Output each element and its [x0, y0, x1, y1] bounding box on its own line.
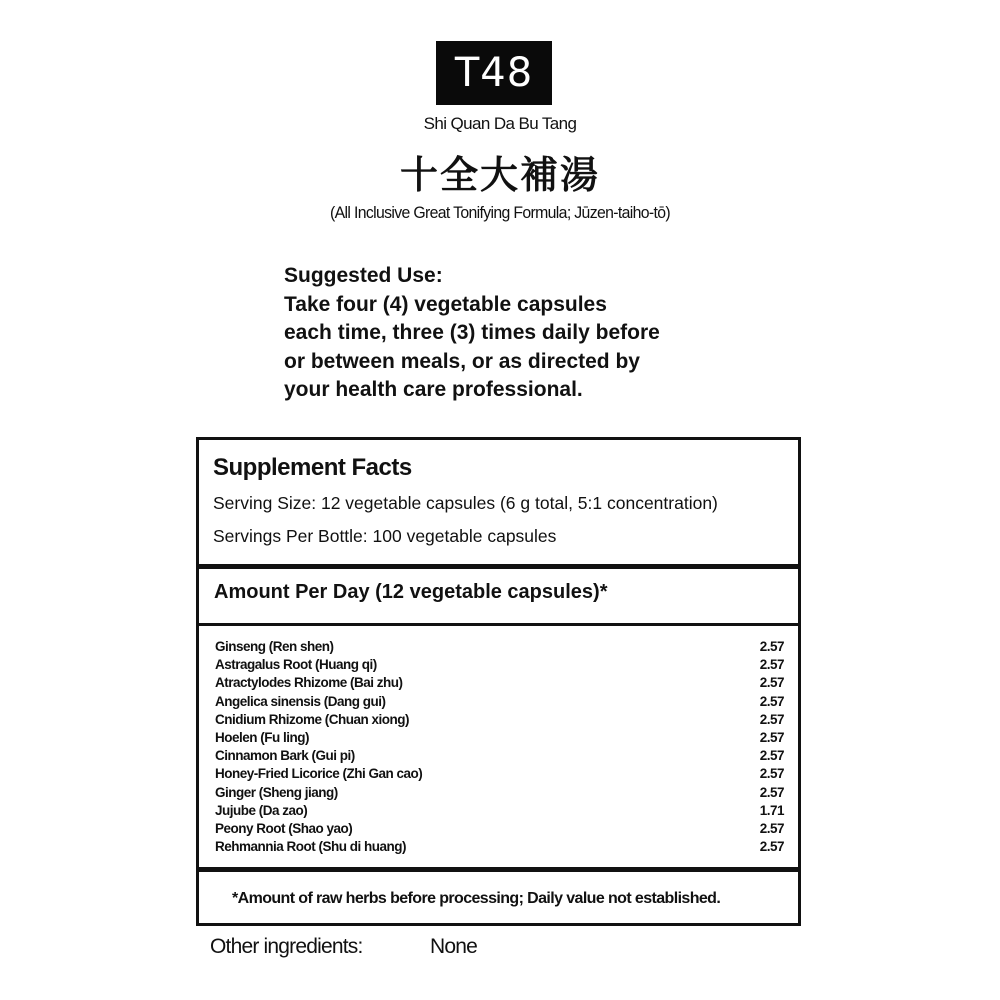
suggested-use-line: Take four (4) vegetable capsules	[284, 292, 607, 316]
chinese-name: 十全大補湯	[399, 152, 600, 197]
ingredient-amount: 2.57	[759, 820, 784, 836]
ingredient-row	[215, 784, 784, 802]
ingredient-amount: 2.57	[759, 839, 784, 855]
facts-header	[199, 440, 798, 566]
ingredient-name: Hoelen (Fu ling)	[215, 729, 309, 745]
ingredient-row	[215, 765, 784, 783]
ingredient-amount: 2.57	[759, 729, 784, 745]
ingredient-name: Jujube (Da zao)	[215, 802, 308, 818]
ingredient-name: Ginger (Sheng jiang)	[215, 784, 338, 800]
other-ingredients-value: None	[430, 935, 478, 958]
suggested-use-line: each time, three (3) times daily before	[284, 321, 660, 344]
supplement-facts-panel	[196, 437, 801, 926]
ingredient-list	[215, 638, 784, 856]
product-code-badge	[436, 41, 552, 105]
ingredient-name: Cinnamon Bark (Gui pi)	[215, 748, 355, 764]
divider-thick	[199, 867, 798, 872]
divider-thick	[199, 564, 798, 569]
divider-thin	[199, 623, 798, 626]
ingredient-amount: 2.57	[759, 693, 784, 709]
ingredient-row	[215, 711, 784, 729]
ingredient-name: Peony Root (Shao yao)	[215, 820, 353, 836]
amount-per-day-header: Amount Per Day (12 vegetable capsules)*	[214, 581, 608, 603]
formula-subtitle: (All Inclusive Great Tonifying Formula; Jūzen-taiho-tō)	[329, 203, 670, 222]
suggested-use	[284, 262, 744, 405]
facts-footnote: *Amount of raw herbs before processing; Daily value not established.	[232, 890, 721, 907]
facts-title: Supplement Facts	[213, 454, 412, 481]
suggested-use-line: or between meals, or as directed by	[284, 349, 640, 373]
ingredient-row	[215, 747, 784, 765]
ingredient-name: Cnidium Rhizome (Chuan xiong)	[215, 711, 409, 727]
ingredient-name: Honey-Fried Licorice (Zhi Gan cao)	[215, 766, 423, 782]
ingredient-amount: 2.57	[759, 784, 784, 800]
suggested-use-heading: Suggested Use:	[284, 264, 443, 287]
pinyin-name: Shi Quan Da Bu Tang	[423, 114, 577, 133]
ingredient-amount: 2.57	[759, 748, 784, 764]
suggested-use-line: your health care professional.	[284, 378, 583, 401]
serving-size: Serving Size: 12 vegetable capsules (6 g total, 5:1 concentration)	[213, 493, 718, 513]
ingredient-name: Rehmannia Root (Shu di huang)	[215, 839, 406, 855]
ingredient-row	[215, 838, 784, 856]
ingredient-row	[215, 693, 784, 711]
ingredient-amount: 2.57	[759, 639, 784, 654]
ingredient-amount: 1.71	[759, 802, 784, 818]
ingredient-name: Atractylodes Rhizome (Bai zhu)	[215, 675, 403, 691]
ingredient-row	[215, 638, 784, 656]
ingredient-name: Astragalus Root (Huang qi)	[215, 657, 377, 673]
ingredient-amount: 2.57	[759, 675, 784, 691]
ingredient-amount: 2.57	[759, 766, 784, 782]
ingredient-name: Angelica sinensis (Dang gui)	[215, 693, 386, 709]
ingredient-amount: 2.57	[759, 657, 784, 673]
ingredient-row	[215, 656, 784, 674]
ingredient-amount: 2.57	[759, 711, 784, 727]
servings-per-bottle: Servings Per Bottle: 100 vegetable capsules	[213, 526, 557, 546]
other-ingredients	[210, 935, 478, 959]
other-ingredients-label: Other ingredients:	[210, 935, 363, 958]
ingredient-row	[215, 802, 784, 820]
ingredient-row	[215, 820, 784, 838]
ingredient-row	[215, 729, 784, 747]
product-code: T48	[454, 50, 534, 96]
ingredient-name: Ginseng (Ren shen)	[215, 639, 334, 654]
ingredient-row	[215, 674, 784, 692]
